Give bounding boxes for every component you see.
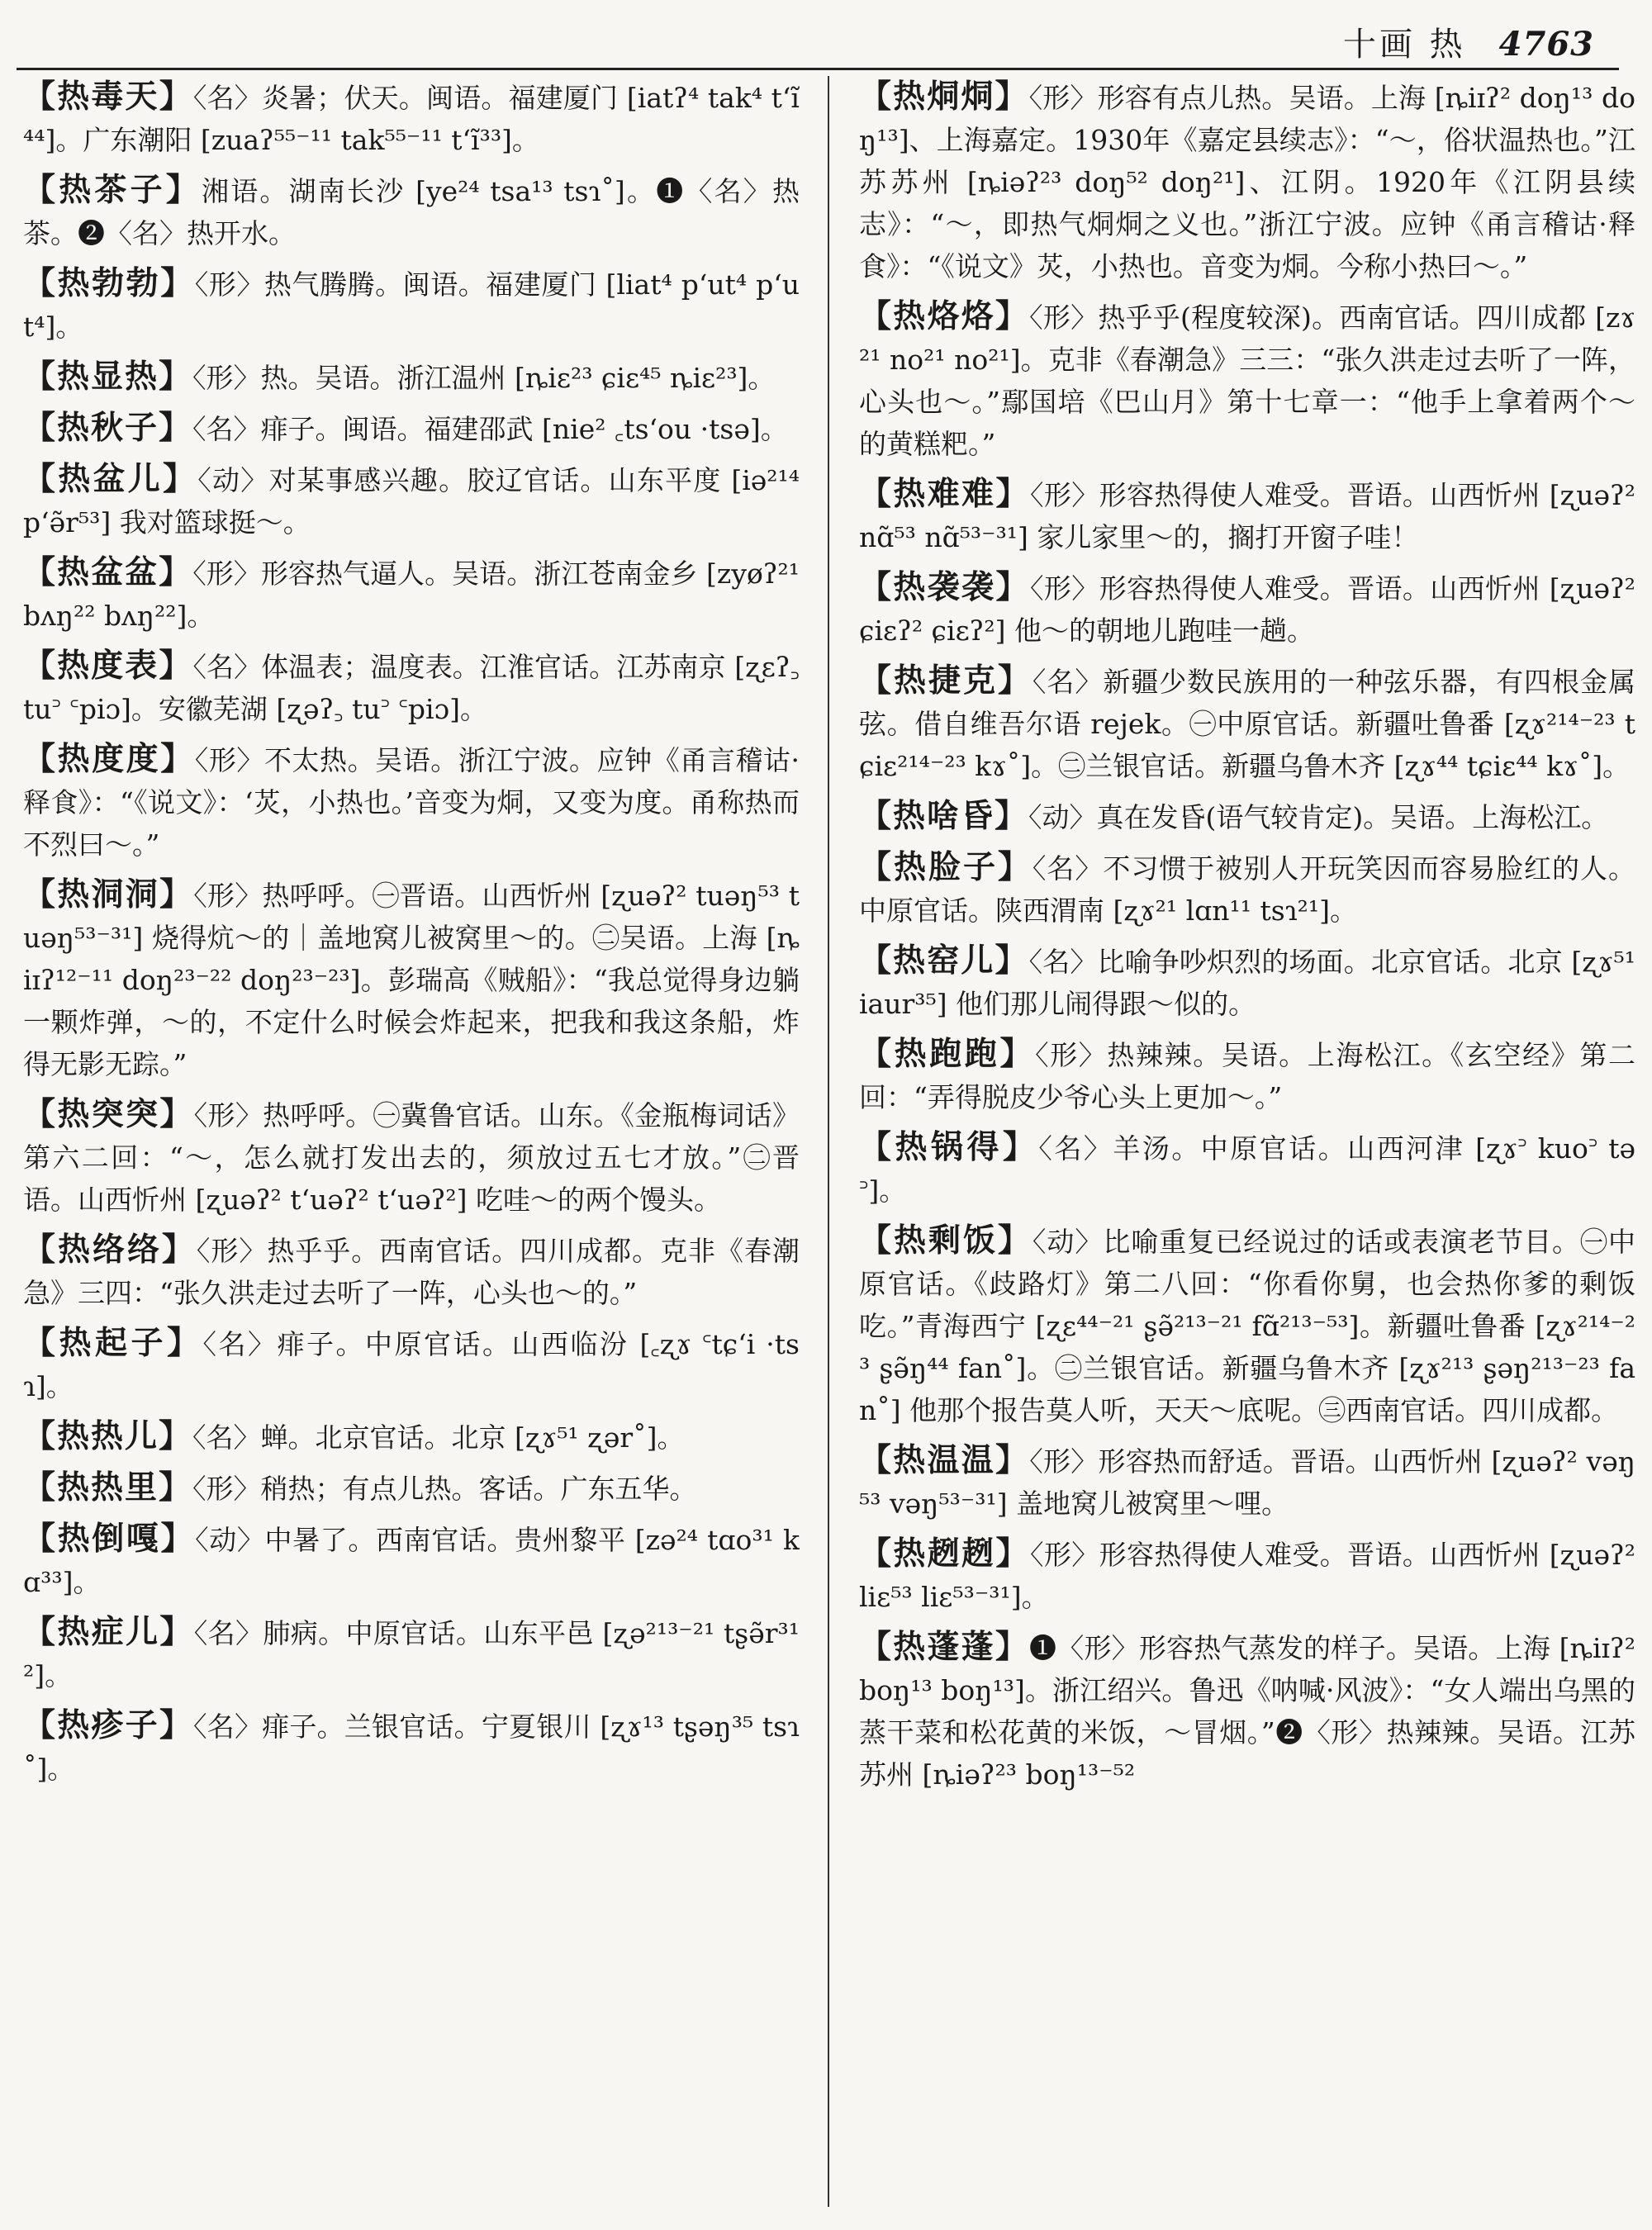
column-divider [828,76,829,2207]
entry-definition: 〈名〉炎暑；伏天。闽语。福建厦门 [iatʔ⁴ tak⁴ tʻĩ⁴⁴]。广东潮阳 [zuaʔ⁵⁵⁻¹¹ tak⁵⁵⁻¹¹ tʻĩ³³]。 [23,82,800,156]
entry-headword: 【热毒天】 [23,78,193,116]
entry-definition: 〈名〉肺病。中原官话。山东平邑 [ʐə²¹³⁻²¹ tʂə̃r³¹²]。 [23,1617,800,1691]
entry-headword: 【热盆儿】 [23,460,198,498]
page-header [1343,18,1594,65]
entry-definition: 〈形〉热乎乎。西南官话。四川成都。克非《春潮急》三四：“张久洪走过去听了一阵，心头也～的。” [23,1235,800,1309]
entry-definition: 〈形〉形容热气逼人。吴语。浙江苍南金乡 [zyøʔ²¹ bʌŋ²² bʌŋ²²]。 [23,558,800,632]
entry-headword: 【热脸子】 [859,848,1032,886]
dictionary-entry [859,76,1635,287]
entry-definition: 〈名〉蝉。北京官话。北京 [ʐɤ⁵¹ ʐər˚]。 [192,1421,685,1454]
entry-definition: 〈名〉不习惯于被别人开玩笑因而容易脸红的人。中原官话。陕西渭南 [ʐɤ²¹ lɑn¹¹ tsɿ²¹]。 [859,852,1635,927]
dictionary-entry [859,1626,1635,1796]
entry-headword: 【热袭袭】 [859,568,1030,606]
dictionary-entry [23,874,800,1085]
entry-headword: 【热秋子】 [23,409,193,447]
entry-definition: 〈名〉新疆少数民族用的一种弦乐器，有四根金属弦。借自维吾尔语 rejek。㊀中原官话。新疆吐鲁番 [ʐɤ²¹⁴⁻²³ tɕiɛ²¹⁴⁻²³ kɤ˚]。㊁兰银官话。新疆乌鲁木齐 [ʐɤ⁴⁴ tɕiɛ⁴⁴ kɤ˚]。 [859,666,1635,782]
dictionary-entry [23,169,800,254]
dictionary-entry [23,1094,800,1221]
left-column [23,76,800,2207]
entry-definition: 〈形〉不太热。吴语。浙江宁波。应钟《甬言稽诂·释食》：“《说文》：‘炗，小热也。’音变为烔，又变为度。甬称热而不烈曰～。” [23,744,800,861]
dictionary-entry [23,645,800,730]
entry-headword: 【热勃勃】 [23,264,195,302]
entry-definition: 〈形〉形容热得使人难受。晋语。山西忻州 [ʐuəʔ² liɛ⁵³ liɛ⁵³⁻³¹]。 [859,1539,1635,1613]
entry-headword: 【热锅得】 [859,1128,1039,1166]
entry-definition: 〈形〉热呼呼。㊀冀鲁官话。山东。《金瓶梅词话》第六二回：“～，怎么就打发出去的，须放过五七才放。”㊁晋语。山西忻州 [ʐuəʔ² tʻuəʔ² tʻuəʔ²] 吃哇～的两个馒头。 [23,1099,800,1216]
entry-headword: 【热症儿】 [23,1613,194,1651]
entry-definition: 〈名〉痱子。中原官话。山西临汾 [꜀ʐɤ ꜂tɕʻi ·tsɿ]。 [23,1328,800,1402]
entry-headword: 【热蓬蓬】 [859,1628,1030,1666]
entry-headword: 【热烔烔】 [859,78,1029,116]
entry-headword: 【热烙烙】 [859,297,1030,335]
entry-headword: 【热络络】 [23,1231,197,1269]
dictionary-entry [859,847,1635,932]
entry-headword: 【热窑儿】 [859,942,1029,980]
entry-definition: 〈动〉比喻重复已经说过的话或表演老节目。㊀中原官话。《歧路灯》第二八回：“你看你舅，也会热你爹的剩饭吃。”青海西宁 [ʐɛ⁴⁴⁻²¹ ʂə̃²¹³⁻²¹ fɑ̃²¹³⁻⁵³]。新疆吐鲁番 [ʐɤ²¹⁴⁻²³ ʂə̃ŋ⁴⁴ fan˚]。㊁兰银官话。新疆乌鲁木齐 [ʐɤ²¹³ ʂəŋ²¹³⁻²³ fan˚] 他那个报告莫人听，天天～底呢。㊂西南官话。四川成都。 [859,1226,1635,1426]
entry-headword: 【热趔趔】 [859,1535,1030,1573]
entry-headword: 【热温温】 [859,1441,1030,1479]
entry-headword: 【热热里】 [23,1468,193,1506]
entry-definition: 〈形〉稍热；有点儿热。客话。广东五华。 [192,1473,697,1505]
dictionary-entry [23,356,800,399]
entry-definition: 〈形〉热呼呼。㊀晋语。山西忻州 [ʐuəʔ² tuəŋ⁵³ tuəŋ⁵³⁻³¹] 烧得炕～的｜盖地窝儿被窝里～的。㊁吴语。上海 [ȵiɪʔ¹²⁻¹¹ doŋ²³⁻²² doŋ²³⁻²³]。彭瑞高《贼船》：“我总觉得身边躺一颗炸弹，～的，不定什么时候会炸起来，把我和我这条船，炸得无影无踪。” [23,880,800,1080]
entry-definition: 〈形〉形容有点儿热。吴语。上海 [ȵiɪʔ² doŋ¹³ doŋ¹³]、上海嘉定。1930年《嘉定县续志》：“～，俗状温热也。”江苏苏州 [ȵiəʔ²³ doŋ⁵² doŋ²¹]、江阴。1920年《江阴县续志》：“～，即热气烔烔之义也。”浙江宁波。应钟《甬言稽诂·释食》：“《说文》炗，小热也。音变为烔。今称小热曰～。” [859,82,1635,282]
entry-definition: 〈动〉中暑了。西南官话。贵州黎平 [zə²⁴ tɑo³¹ kɑ³³]。 [23,1524,800,1598]
dictionary-entry [23,407,800,450]
entry-headword: 【热啥昏】 [859,797,1029,835]
entry-definition: 〈形〉形容热得使人难受。晋语。山西忻州 [ʐuəʔ² nɑ̃⁵³ nɑ̃⁵³⁻³¹] 家儿家里～的，搁打开窗子哇！ [859,479,1635,553]
dictionary-entry [859,1220,1635,1431]
dictionary-entry [23,1518,800,1603]
entry-headword: 【热倒嘎】 [23,1520,196,1558]
entry-headword: 【热难难】 [859,475,1030,513]
dictionary-entry [23,738,800,866]
entry-definition: 〈名〉痱子。闽语。福建邵武 [nie² ꜀tsʻou ·tsə]。 [192,413,788,445]
entry-headword: 【热洞洞】 [23,875,194,913]
dictionary-entry [23,1322,800,1407]
dictionary-entry [859,567,1635,652]
dictionary-entry [23,263,800,348]
dictionary-entry [23,1705,800,1790]
entry-headword: 【热疹子】 [23,1706,194,1744]
entry-headword: 【热茶子】 [23,171,202,209]
dictionary-entry [859,940,1635,1025]
entry-definition: 〈名〉体温表；温度表。江淮官话。江苏南京 [ʐɛʔ꜆ tu꜄ ꜂piɔ]。安徽芜湖 [ʐəʔ꜆ tu꜄ ꜂piɔ]。 [23,651,800,725]
dictionary-entry [859,1533,1635,1618]
dictionary-entry [859,1440,1635,1525]
entry-definition: 〈形〉热乎乎(程度较深)。西南官话。四川成都 [zɤ²¹ no²¹ no²¹]。克非《春潮急》三三：“张久洪走过去听了一阵，心头也～。”鄢国培《巴山月》第十七章一：“他手上拿着两个～的黄糕粑。” [859,301,1635,460]
dictionary-entry [859,795,1635,838]
entry-definition: 〈形〉热辣辣。吴语。上海松江。《玄空经》第二回：“弄得脱皮少爷心头上更加～。” [859,1039,1635,1113]
page-number: 4763 [1498,25,1594,64]
dictionary-entry [23,1467,800,1510]
entry-definition: 〈动〉真在发昏(语气较肯定)。吴语。上海松江。 [1028,801,1609,833]
entry-headword: 【热热儿】 [23,1417,193,1455]
entry-headword: 【热突突】 [23,1095,194,1133]
dictionary-entry [23,552,800,637]
dictionary-entry [23,1611,800,1696]
entry-definition: 〈动〉对某事感兴趣。胶辽官话。山东平度 [iə²¹⁴ pʻə̃r⁵³] 我对篮球挺～。 [23,464,800,539]
dictionary-entry [23,76,800,161]
entry-headword: 【热盆盆】 [23,553,193,591]
dictionary-entry [859,1033,1635,1118]
entry-headword: 【热跑跑】 [859,1035,1036,1073]
header-rule [17,68,1619,70]
entry-definition: 〈名〉羊汤。中原官话。山西河津 [ʐɤ꜄ kuo꜄ tə꜄]。 [859,1132,1635,1207]
entry-headword: 【热起子】 [23,1324,203,1362]
entry-headword: 【热度表】 [23,647,193,685]
entry-definition: ❶〈形〉形容热气蒸发的样子。吴语。上海 [ȵiɪʔ² boŋ¹³ boŋ¹³]。浙江绍兴。鲁迅《呐喊·风波》：“女人端出乌黑的蒸干菜和松花黄的米饭，～冒烟。”❷〈形〉热辣辣。吴语。江苏苏州 [ȵiəʔ²³ boŋ¹³⁻⁵² [859,1632,1635,1791]
entry-headword: 【热显热】 [23,358,193,396]
section-title: 十画 热 [1342,26,1466,64]
entry-definition: 〈名〉比喻争吵炽烈的场面。北京官话。北京 [ʐɤ⁵¹ iaur³⁵] 他们那儿闹得跟～似的。 [859,946,1635,1020]
dictionary-entry [23,1416,800,1459]
entry-headword: 【热剩饭】 [859,1222,1032,1260]
dictionary-entry [859,660,1635,787]
dictionary-entry [23,1229,800,1314]
right-column [859,76,1635,2207]
entry-definition: 〈形〉热气腾腾。闽语。福建厦门 [liat⁴ pʻut⁴ pʻut⁴]。 [23,268,800,343]
entry-definition: 〈形〉热。吴语。浙江温州 [ȵiɛ²³ ɕiɛ⁴⁵ ȵiɛ²³]。 [192,362,776,394]
dictionary-entry [859,473,1635,558]
dictionary-entry [859,1127,1635,1212]
entry-definition: 〈形〉形容热得使人难受。晋语。山西忻州 [ʐuəʔ² ɕiɛʔ² ɕiɛʔ²] 他～的朝地儿跑哇一趟。 [859,572,1635,647]
dictionary-entry [859,296,1635,465]
dictionary-entry [23,458,800,543]
entry-headword: 【热度度】 [23,740,195,778]
entry-definition: 湘语。湖南长沙 [ye²⁴ tsa¹³ tsɿ˚]。❶〈名〉热茶。❷〈名〉热开水。 [23,175,800,249]
entry-definition: 〈名〉痱子。兰银官话。宁夏银川 [ʐɤ¹³ tʂəŋ³⁵ tsɿ˚]。 [23,1710,800,1785]
entry-definition: 〈形〉形容热而舒适。晋语。山西忻州 [ʐuəʔ² vəŋ⁵³ vəŋ⁵³⁻³¹] 盖地窝儿被窝里～哩。 [859,1445,1635,1520]
entry-headword: 【热捷克】 [859,662,1032,700]
